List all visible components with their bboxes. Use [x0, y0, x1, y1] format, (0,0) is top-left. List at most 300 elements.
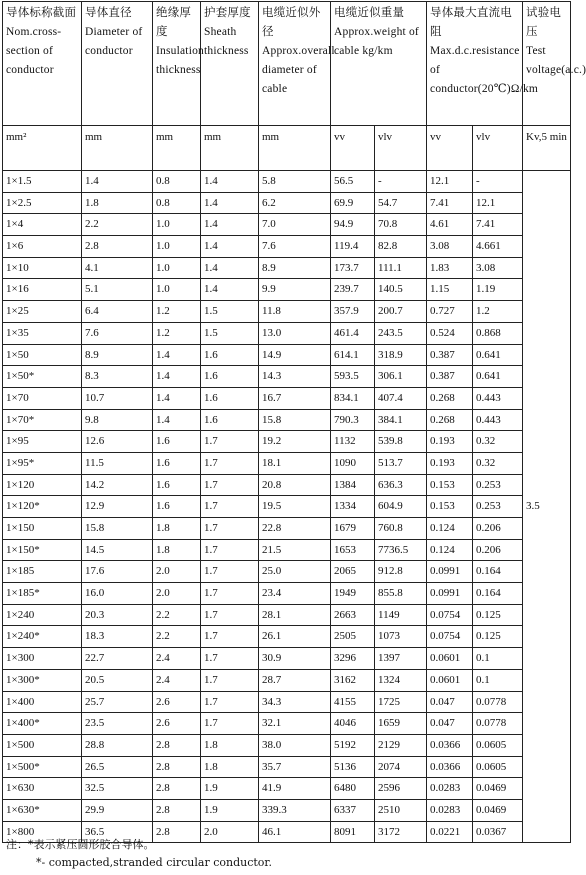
table-cell: 2.8	[153, 799, 201, 821]
table-cell: 0.253	[473, 496, 523, 518]
table-cell: 2.4	[153, 648, 201, 670]
unit-cell: vv	[331, 126, 375, 171]
table-cell: 140.5	[375, 279, 427, 301]
table-cell: 1.2	[153, 322, 201, 344]
table-cell: 1.4	[201, 257, 259, 279]
table-cell: 1073	[375, 626, 427, 648]
table-cell: 2074	[375, 756, 427, 778]
table-cell: 1×630*	[3, 799, 82, 821]
table-cell: 0.8	[153, 171, 201, 193]
table-row	[3, 691, 571, 713]
table-cell: 1.4	[153, 366, 201, 388]
table-cell: 5136	[331, 756, 375, 778]
table-cell: 1.2	[473, 301, 523, 323]
table-cell: 0.0991	[427, 583, 473, 605]
table-cell: 38.0	[259, 734, 331, 756]
table-cell: 0.443	[473, 387, 523, 409]
table-cell: 1×16	[3, 279, 82, 301]
table-cell: 0.524	[427, 322, 473, 344]
table-cell: 384.1	[375, 409, 427, 431]
table-cell: 13.0	[259, 322, 331, 344]
table-cell: 0.0754	[427, 604, 473, 626]
table-cell: 41.9	[259, 778, 331, 800]
table-cell: 19.2	[259, 431, 331, 453]
table-cell: 29.9	[82, 799, 153, 821]
table-cell: 0.268	[427, 387, 473, 409]
table-cell: 6480	[331, 778, 375, 800]
table-cell: 1.7	[201, 583, 259, 605]
table-cell: 1.7	[201, 496, 259, 518]
table-cell: 1×150	[3, 518, 82, 540]
table-cell: 119.4	[331, 236, 375, 258]
table-cell: 0.047	[427, 713, 473, 735]
table-cell: 1×185	[3, 561, 82, 583]
table-cell: 0.443	[473, 409, 523, 431]
table-row	[3, 322, 571, 344]
table-row	[3, 669, 571, 691]
table-row	[3, 561, 571, 583]
table-cell: 1.6	[153, 474, 201, 496]
table-row	[3, 236, 571, 258]
table-cell: 0.0469	[473, 799, 523, 821]
table-cell: 1.4	[153, 387, 201, 409]
table-cell: 0.124	[427, 518, 473, 540]
table-cell: 3296	[331, 648, 375, 670]
table-cell: 539.8	[375, 431, 427, 453]
table-cell: 1×800	[3, 821, 82, 843]
table-cell: 0.32	[473, 431, 523, 453]
table-cell: 3.08	[473, 257, 523, 279]
table-cell: 1.7	[201, 713, 259, 735]
table-cell: 15.8	[82, 518, 153, 540]
table-cell: 461.4	[331, 322, 375, 344]
table-cell: 0.0605	[473, 734, 523, 756]
table-cell: 0.153	[427, 496, 473, 518]
table-cell: 20.5	[82, 669, 153, 691]
table-cell: 1.4	[153, 409, 201, 431]
table-cell: 834.1	[331, 387, 375, 409]
table-cell: 5.1	[82, 279, 153, 301]
table-cell: 614.1	[331, 344, 375, 366]
unit-cell: vv	[427, 126, 473, 171]
table-cell: 9.8	[82, 409, 153, 431]
table-row	[3, 604, 571, 626]
table-cell: 1×400	[3, 691, 82, 713]
table-cell: 306.1	[375, 366, 427, 388]
table-cell: 94.9	[331, 214, 375, 236]
table-cell: 1.7	[201, 518, 259, 540]
table-cell: 2510	[375, 799, 427, 821]
table-cell: 1.9	[201, 778, 259, 800]
table-cell: 200.7	[375, 301, 427, 323]
table-cell: 1397	[375, 648, 427, 670]
table-cell: 69.9	[331, 192, 375, 214]
table-cell: 1659	[375, 713, 427, 735]
table-cell: 8.9	[82, 344, 153, 366]
table-cell: 1.19	[473, 279, 523, 301]
table-cell: 1.7	[201, 626, 259, 648]
table-cell: 1.6	[201, 366, 259, 388]
table-row	[3, 301, 571, 323]
table-cell: 636.3	[375, 474, 427, 496]
table-cell: 0.641	[473, 344, 523, 366]
table-cell: 1.6	[153, 431, 201, 453]
table-row	[3, 366, 571, 388]
table-cell: 70.8	[375, 214, 427, 236]
table-cell: 12.9	[82, 496, 153, 518]
table-cell: 0.206	[473, 518, 523, 540]
table-cell: 0.0605	[473, 756, 523, 778]
table-cell: 2.6	[153, 691, 201, 713]
table-cell: 11.8	[259, 301, 331, 323]
table-cell: 18.1	[259, 452, 331, 474]
table-cell: 1132	[331, 431, 375, 453]
table-cell: 1×500*	[3, 756, 82, 778]
table-cell: 2.2	[82, 214, 153, 236]
table-cell: 4046	[331, 713, 375, 735]
table-cell: 1×240	[3, 604, 82, 626]
table-cell: 23.5	[82, 713, 153, 735]
table-cell: 28.8	[82, 734, 153, 756]
table-row	[3, 518, 571, 540]
table-cell: 243.5	[375, 322, 427, 344]
table-cell: 0.0366	[427, 734, 473, 756]
table-cell: 23.4	[259, 583, 331, 605]
table-cell: 1.7	[201, 691, 259, 713]
table-row	[3, 496, 571, 518]
table-cell: 0.0283	[427, 778, 473, 800]
table-row	[3, 214, 571, 236]
table-cell: 1×2.5	[3, 192, 82, 214]
table-cell: 0.125	[473, 604, 523, 626]
table-cell: 2.8	[153, 778, 201, 800]
table-cell: 7.41	[473, 214, 523, 236]
table-cell: 2.4	[153, 669, 201, 691]
table-cell: 1679	[331, 518, 375, 540]
table-cell: 12.1	[427, 171, 473, 193]
table-cell: 7.41	[427, 192, 473, 214]
table-cell: 1×185*	[3, 583, 82, 605]
table-cell: 28.1	[259, 604, 331, 626]
table-cell: 0.0991	[427, 561, 473, 583]
table-cell: 20.8	[259, 474, 331, 496]
table-cell: 1725	[375, 691, 427, 713]
table-cell: 1.6	[153, 496, 201, 518]
table-cell: 1.8	[153, 539, 201, 561]
table-cell: 2.8	[153, 734, 201, 756]
table-row	[3, 279, 571, 301]
table-cell: 0.153	[427, 474, 473, 496]
table-cell: 1.4	[201, 192, 259, 214]
table-cell: 1.6	[153, 452, 201, 474]
table-row	[3, 387, 571, 409]
table-cell: 1.4	[201, 171, 259, 193]
table-cell: 21.5	[259, 539, 331, 561]
table-cell: 18.3	[82, 626, 153, 648]
table-cell: 16.0	[82, 583, 153, 605]
header-weight: 电缆近似重量 Approx.weight of cable kg/km	[331, 2, 427, 126]
table-row	[3, 192, 571, 214]
table-cell: 2.8	[82, 236, 153, 258]
footnote-chinese: 注：*表示紧压圆形胶合导体。	[6, 838, 155, 851]
table-cell: 3162	[331, 669, 375, 691]
header-diameter: 导体直径 Diameter of conductor	[82, 2, 153, 126]
table-cell: 604.9	[375, 496, 427, 518]
table-cell: 0.8	[153, 192, 201, 214]
table-cell: 0.206	[473, 539, 523, 561]
unit-cell: mm	[153, 126, 201, 171]
table-cell: 5.8	[259, 171, 331, 193]
table-cell: 26.5	[82, 756, 153, 778]
table-cell: 16.7	[259, 387, 331, 409]
table-cell: 111.1	[375, 257, 427, 279]
unit-cell: Kv,5 min	[523, 126, 571, 171]
table-cell: 3172	[375, 821, 427, 843]
table-cell: 32.1	[259, 713, 331, 735]
table-cell: 0.268	[427, 409, 473, 431]
table-cell: 0.0754	[427, 626, 473, 648]
table-cell: 17.6	[82, 561, 153, 583]
unit-cell: mm	[201, 126, 259, 171]
table-cell: 7736.5	[375, 539, 427, 561]
table-cell: 34.3	[259, 691, 331, 713]
table-cell: 8.9	[259, 257, 331, 279]
cable-spec-table	[2, 1, 586, 843]
table-cell: 2663	[331, 604, 375, 626]
table-cell: 2.0	[153, 561, 201, 583]
table-row	[3, 713, 571, 735]
table-body	[3, 2, 586, 843]
table-cell: 1×300	[3, 648, 82, 670]
table-cell: 32.5	[82, 778, 153, 800]
table-cell: 318.9	[375, 344, 427, 366]
table-cell: 7.6	[259, 236, 331, 258]
table-cell: 855.8	[375, 583, 427, 605]
table-cell: 1.8	[82, 192, 153, 214]
table-cell: 2.6	[153, 713, 201, 735]
units-row	[3, 126, 571, 171]
table-cell: 0.868	[473, 322, 523, 344]
table-cell: 1×6	[3, 236, 82, 258]
table-cell: 1090	[331, 452, 375, 474]
table-cell: 1.15	[427, 279, 473, 301]
table-cell: 1×120	[3, 474, 82, 496]
table-cell: 1.7	[201, 669, 259, 691]
table-cell: 1384	[331, 474, 375, 496]
table-cell: 2.2	[153, 626, 201, 648]
table-cell: 0.0283	[427, 799, 473, 821]
table-cell: 7.6	[82, 322, 153, 344]
table-cell: 1.5	[201, 322, 259, 344]
table-cell: 1.8	[153, 518, 201, 540]
table-cell: 4.1	[82, 257, 153, 279]
table-cell: 239.7	[331, 279, 375, 301]
table-cell: 1×500	[3, 734, 82, 756]
table-cell: 82.8	[375, 236, 427, 258]
table-cell: 1.4	[201, 214, 259, 236]
table-cell: 0.0469	[473, 778, 523, 800]
footnote-english: *- compacted,stranded circular conductor.	[36, 856, 272, 869]
table-row	[3, 648, 571, 670]
table-cell: 0.0601	[427, 669, 473, 691]
table-cell: 1×35	[3, 322, 82, 344]
table-cell: 14.5	[82, 539, 153, 561]
table-cell: 2.2	[153, 604, 201, 626]
table-cell: 1×300*	[3, 669, 82, 691]
table-cell: 12.6	[82, 431, 153, 453]
table-cell: 8091	[331, 821, 375, 843]
table-cell: 1653	[331, 539, 375, 561]
table-cell: 0.0367	[473, 821, 523, 843]
table-cell: 0.124	[427, 539, 473, 561]
table-cell: 0.193	[427, 431, 473, 453]
table-cell: 912.8	[375, 561, 427, 583]
table-row	[3, 171, 571, 193]
table-cell: 1.0	[153, 236, 201, 258]
table-cell: 1.4	[153, 344, 201, 366]
table-row	[3, 409, 571, 431]
table-cell: 2.8	[153, 756, 201, 778]
table-row	[3, 778, 571, 800]
unit-cell: vlv	[473, 126, 523, 171]
table-cell: 1×50	[3, 344, 82, 366]
table-cell: 0.253	[473, 474, 523, 496]
table-cell: 22.8	[259, 518, 331, 540]
table-cell: 2129	[375, 734, 427, 756]
table-cell: 1.7	[201, 474, 259, 496]
table-cell: 1949	[331, 583, 375, 605]
table-row	[3, 583, 571, 605]
table-cell: 790.3	[331, 409, 375, 431]
table-cell: 15.8	[259, 409, 331, 431]
table-cell: 6.2	[259, 192, 331, 214]
table-cell: 7.0	[259, 214, 331, 236]
table-cell: 4155	[331, 691, 375, 713]
table-cell: 1×150*	[3, 539, 82, 561]
table-cell: 513.7	[375, 452, 427, 474]
table-cell: 54.7	[375, 192, 427, 214]
table-cell: 1×25	[3, 301, 82, 323]
table-cell: 36.5	[82, 821, 153, 843]
table-cell: 1.0	[153, 214, 201, 236]
table-cell: 0.32	[473, 452, 523, 474]
table-cell: 2065	[331, 561, 375, 583]
table-cell: 1.7	[201, 431, 259, 453]
table-cell: 0.387	[427, 344, 473, 366]
table-cell: 1×70	[3, 387, 82, 409]
table-row	[3, 734, 571, 756]
unit-cell: mm²	[3, 126, 82, 171]
table-cell: 1.7	[201, 604, 259, 626]
table-cell: 173.7	[331, 257, 375, 279]
table-cell: 1334	[331, 496, 375, 518]
table-cell: 0.125	[473, 626, 523, 648]
table-cell: 1.4	[201, 236, 259, 258]
table-cell: 0.1	[473, 648, 523, 670]
table-cell: 14.2	[82, 474, 153, 496]
table-cell: 25.0	[259, 561, 331, 583]
unit-cell: mm	[259, 126, 331, 171]
table-cell: 8.3	[82, 366, 153, 388]
table-cell: 1.7	[201, 539, 259, 561]
table-cell: 1.6	[201, 344, 259, 366]
table-cell: 1.2	[153, 301, 201, 323]
table-cell: 0.387	[427, 366, 473, 388]
table-cell: 1×400*	[3, 713, 82, 735]
table-cell: 1×70*	[3, 409, 82, 431]
table-cell: 4.61	[427, 214, 473, 236]
header-cross-section: 导体标称截面 Nom.cross-section of conductor	[3, 2, 82, 126]
table-cell: 4.661	[473, 236, 523, 258]
table-cell: 2.0	[153, 583, 201, 605]
table-cell: 0.0778	[473, 691, 523, 713]
table-row	[3, 799, 571, 821]
table-cell: 0.641	[473, 366, 523, 388]
table-cell: 28.7	[259, 669, 331, 691]
header-resistance: 导体最大直流电阻 Max.d.c.resistance of conductor(20℃)Ω/km	[427, 2, 523, 126]
table-cell: 3.08	[427, 236, 473, 258]
table-cell: 56.5	[331, 171, 375, 193]
table-row	[3, 344, 571, 366]
table-cell: 1.0	[153, 257, 201, 279]
table-cell: 1324	[375, 669, 427, 691]
table-row	[3, 626, 571, 648]
header-test-voltage: 试验电压 Test voltage(a.c.)	[523, 2, 571, 126]
table-row	[3, 474, 571, 496]
table-cell: 30.9	[259, 648, 331, 670]
table-cell: 46.1	[259, 821, 331, 843]
table-cell: 1×95	[3, 431, 82, 453]
table-row	[3, 539, 571, 561]
table-cell: 25.7	[82, 691, 153, 713]
unit-cell: vlv	[375, 126, 427, 171]
table-cell: 1.8	[201, 734, 259, 756]
table-row	[3, 756, 571, 778]
table-cell: 1.4	[82, 171, 153, 193]
table-cell: 1×630	[3, 778, 82, 800]
table-cell: 6337	[331, 799, 375, 821]
table-cell: 1.8	[201, 756, 259, 778]
table-cell: 0.727	[427, 301, 473, 323]
table-cell: 1.6	[201, 409, 259, 431]
table-cell: 1×10	[3, 257, 82, 279]
unit-cell: mm	[82, 126, 153, 171]
table-cell: 593.5	[331, 366, 375, 388]
table-cell: 1.5	[201, 301, 259, 323]
table-cell: 1.7	[201, 561, 259, 583]
table-cell: 407.4	[375, 387, 427, 409]
table-cell: 6.4	[82, 301, 153, 323]
table-cell: 1×240*	[3, 626, 82, 648]
header-row	[3, 2, 571, 126]
table-cell: 22.7	[82, 648, 153, 670]
table-cell: 2.8	[153, 821, 201, 843]
table-cell: 357.9	[331, 301, 375, 323]
table-cell: 0.0221	[427, 821, 473, 843]
table-cell: 0.0366	[427, 756, 473, 778]
table-cell: 0.1	[473, 669, 523, 691]
table-cell: 0.0778	[473, 713, 523, 735]
table-cell: 1×120*	[3, 496, 82, 518]
table-cell: 1149	[375, 604, 427, 626]
table-row	[3, 452, 571, 474]
table-cell: 11.5	[82, 452, 153, 474]
table-cell: 2596	[375, 778, 427, 800]
table-cell: 1×1.5	[3, 171, 82, 193]
table-cell: 2505	[331, 626, 375, 648]
table-cell: 1.9	[201, 799, 259, 821]
table-cell: 14.9	[259, 344, 331, 366]
